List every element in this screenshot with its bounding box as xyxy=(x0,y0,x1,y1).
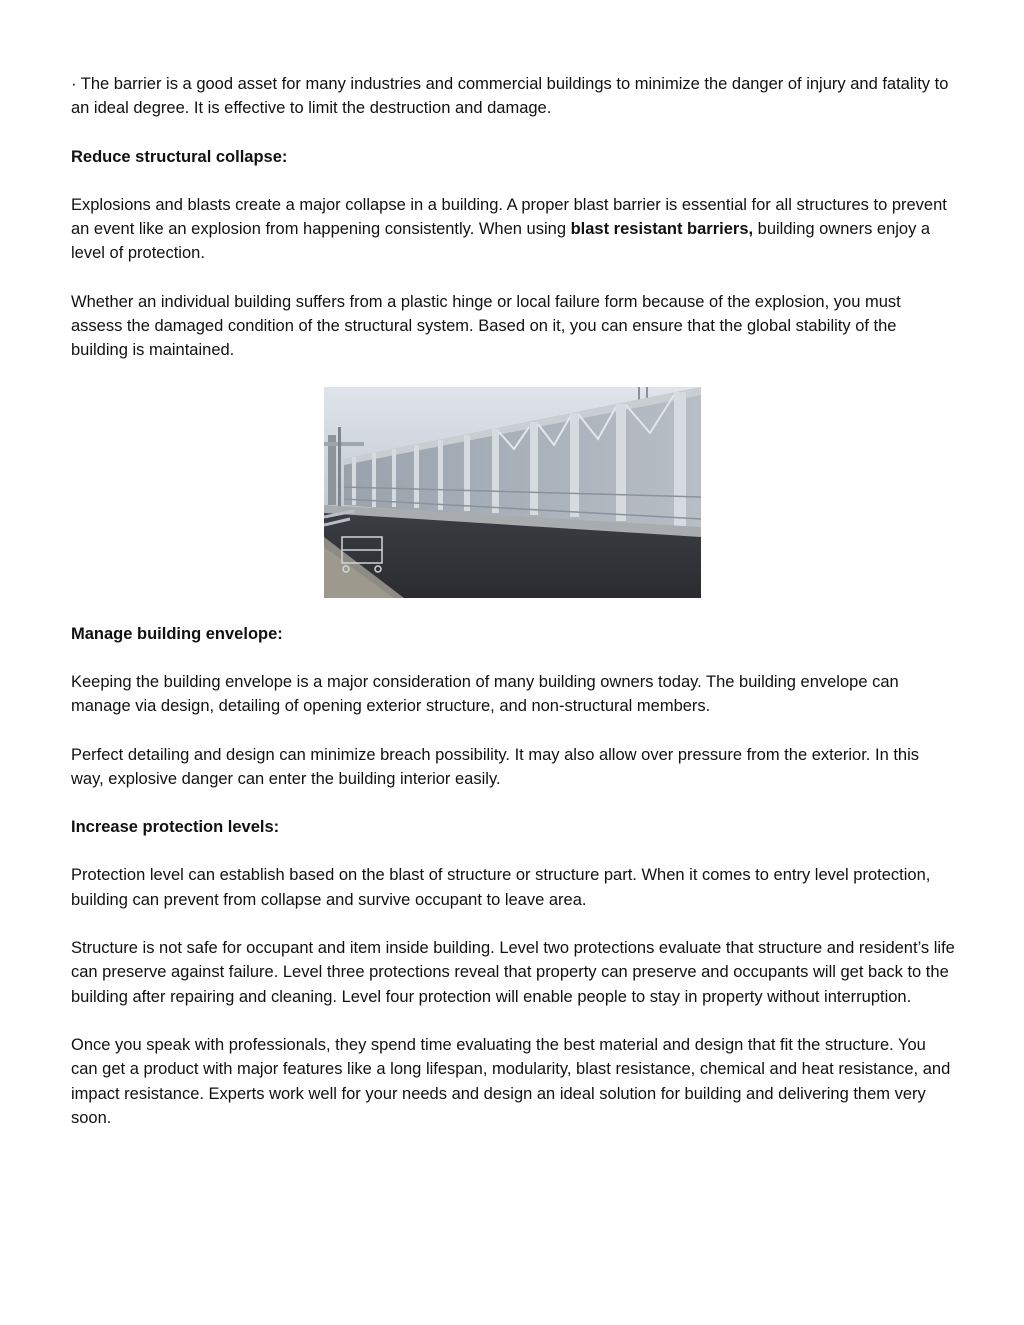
paragraph-protection-levels-2: Structure is not safe for occupant and item inside building. Level two protections evaluate that structure and resident’s life can preserve against failure. Level three protections reveal that property can preserve and occupants will get back to the building after repairing and cleaning. Level four protection will enable people to stay in property without interruption. xyxy=(71,939,955,1006)
intro-paragraph: · The barrier is a good asset for many industries and commercial buildings to minimize the danger of injury and fatality to an ideal degree. It is effective to limit the destruction and damage. xyxy=(71,75,949,118)
paragraph-building-envelope-2: Perfect detailing and design can minimize breach possibility. It may also allow over pressure from the exterior. In this way, explosive danger can enter the building interior easily. xyxy=(71,745,920,788)
heading-reduce-structural-collapse: Reduce structural collapse: xyxy=(71,147,288,166)
bold-term: blast resistant barriers, xyxy=(570,220,754,239)
paragraph-building-envelope-1: Keeping the building envelope is a major consideration of many building owners today. The building envelope can manage via design, detailing of opening exterior structure, and non-structural members. xyxy=(71,672,899,716)
heading-increase-protection-levels: Increase protection levels: xyxy=(71,818,280,837)
paragraph-structural-collapse-2: Whether an individual building suffers from a plastic hinge or local failure form because of the explosion, you must assess the damaged condition of the structural system. Based on it, you can ensure that the global stability of the building is maintained. xyxy=(71,292,901,360)
text-span: Explosions and blasts create a major collapse in a building. A proper blast barrier is essential for all structures to prevent an event like an explosion from happening consistently. When using xyxy=(71,195,947,239)
heading-manage-building-envelope: Manage building envelope: xyxy=(71,624,283,643)
text-span: building owners enjoy a level of protection. xyxy=(71,220,931,263)
paragraph-structural-collapse-1 xyxy=(71,193,955,266)
blast-barrier-photo xyxy=(324,387,701,598)
paragraph-protection-levels-1: Protection level can establish based on the blast of structure or structure part. When it comes to entry level protection, building can prevent from collapse and survive occupant to leave area. xyxy=(71,866,931,909)
paragraph-protection-levels-3: Once you speak with professionals, they spend time evaluating the best material and design that fit the structure. You can get a product with major features like a long lifespan, modularity, blast resistance, chemical and heat resistance, and impact resistance. Experts work well for your needs and design an ideal solution for building and delivering them very soon. xyxy=(71,1035,951,1127)
document-page xyxy=(71,72,955,1130)
